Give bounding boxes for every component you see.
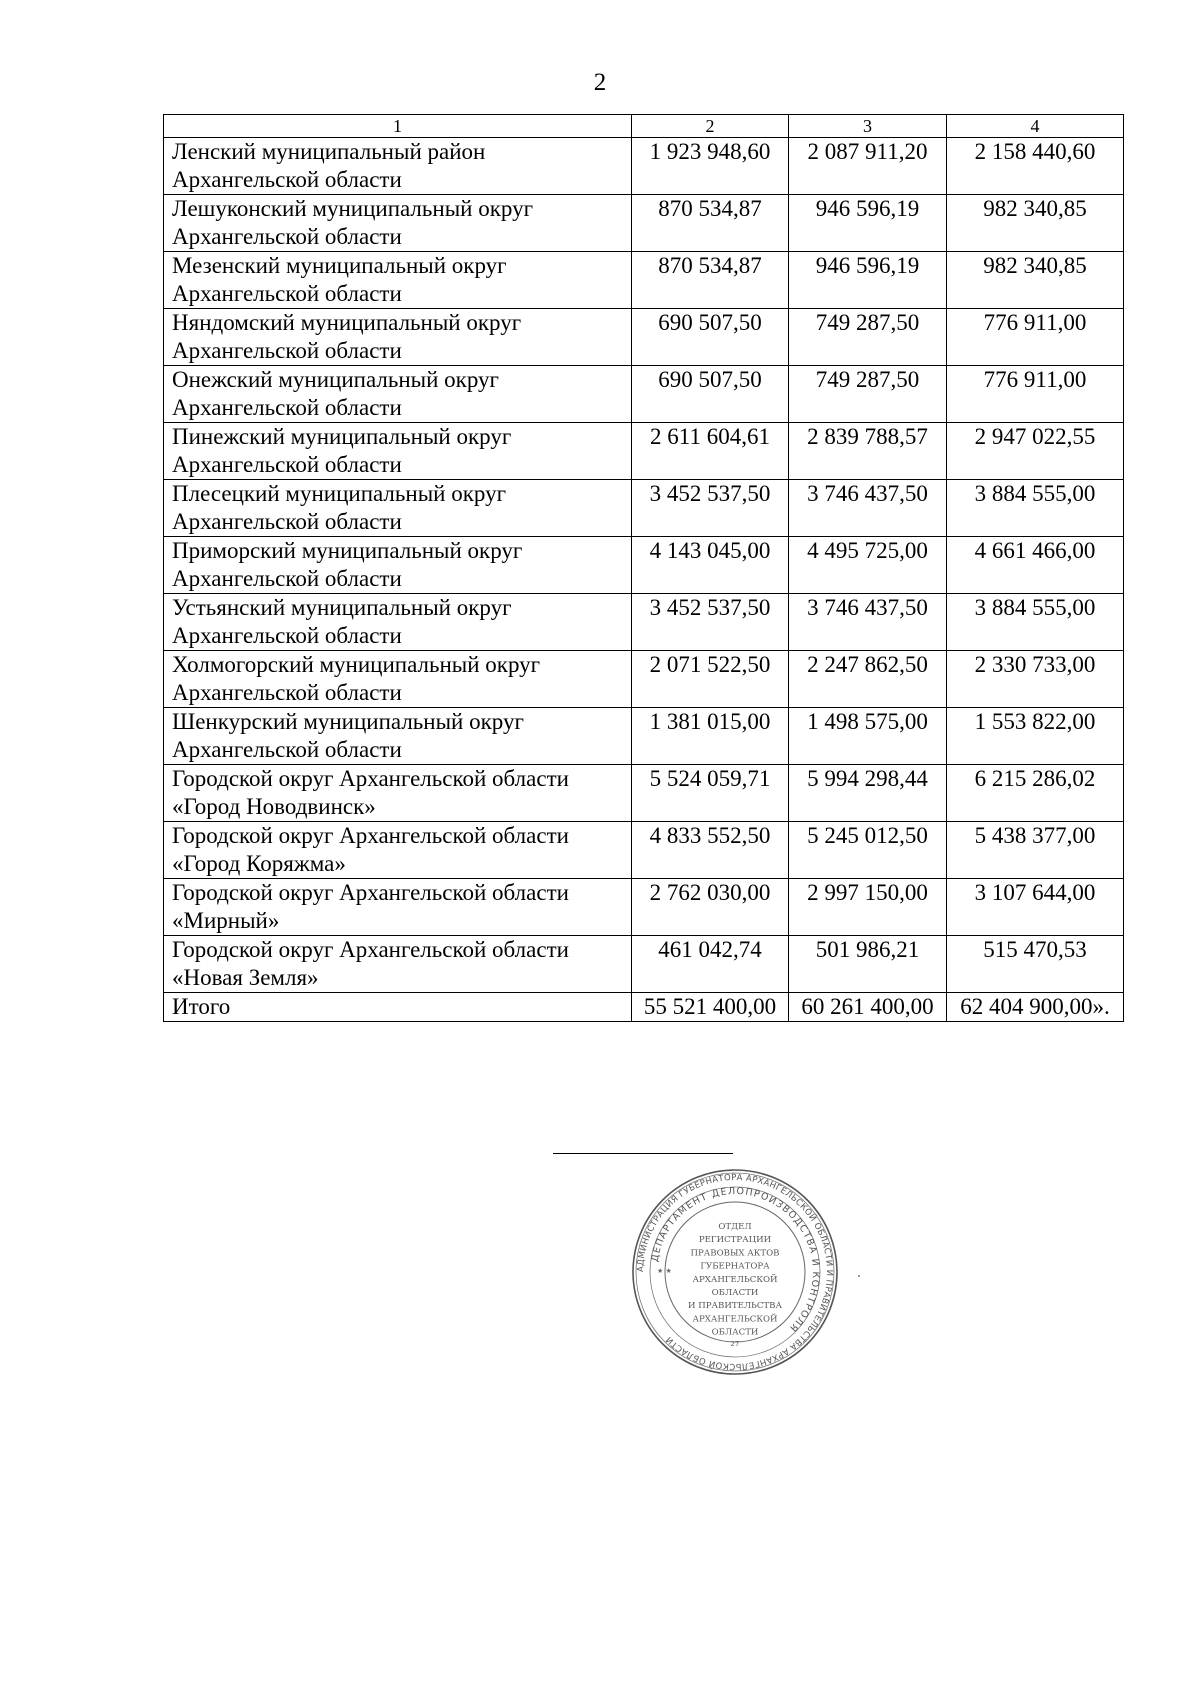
amount-cell-v2: 2 762 030,00	[632, 879, 789, 936]
amount-cell-v2: 4 833 552,50	[632, 822, 789, 879]
total-row	[164, 993, 1124, 1022]
svg-text:ДЕПАРТАМЕНТ ДЕЛОПРОИЗВОДСТВА И: ДЕПАРТАМЕНТ ДЕЛОПРОИЗВОДСТВА И КОНТРОЛЯ	[649, 1185, 822, 1335]
svg-text:★ ★: ★ ★	[657, 1267, 672, 1275]
amount-cell-v4: 2 158 440,60	[947, 138, 1124, 195]
municipality-name-line: Городской округ Архангельской области	[172, 937, 569, 962]
amount-cell-v3: 2 087 911,20	[789, 138, 947, 195]
amount-cell-v4: 982 340,85	[947, 195, 1124, 252]
seal-center-line: РЕГИСТРАЦИИ	[698, 1235, 772, 1246]
amount-cell-v4: 3 884 555,00	[947, 480, 1124, 537]
municipality-name-line: Архангельской области	[172, 509, 402, 534]
municipality-name-line: Архангельской области	[172, 737, 402, 762]
municipality-name-line: Архангельской области	[172, 281, 402, 306]
municipality-name-line: Архангельской области	[172, 680, 402, 705]
total-amount-v4: 62 404 900,00».	[947, 993, 1124, 1022]
seal-center-line: АРХАНГЕЛЬСКОЙ	[692, 1274, 778, 1285]
amount-cell-v2: 3 452 537,50	[632, 594, 789, 651]
municipality-name-line: Архангельской области	[172, 395, 402, 420]
municipality-name-line: Архангельской области	[172, 224, 402, 249]
amount-cell-v4: 776 911,00	[947, 366, 1124, 423]
seal-center-line: ПРАВОВЫХ АКТОВ	[690, 1248, 780, 1259]
amount-cell-v2: 461 042,74	[632, 936, 789, 993]
amount-cell-v3: 2 839 788,57	[789, 423, 947, 480]
municipality-name	[164, 879, 632, 936]
municipality-name-line: Мезенский муниципальный округ	[172, 253, 507, 278]
table-row	[164, 366, 1124, 423]
seal-center-line: АРХАНГЕЛЬСКОЙ	[692, 1314, 778, 1325]
municipality-name	[164, 594, 632, 651]
column-header: 4	[947, 115, 1124, 138]
table-row	[164, 138, 1124, 195]
amount-cell-v4: 3 884 555,00	[947, 594, 1124, 651]
table-row	[164, 195, 1124, 252]
scan-dot	[858, 1275, 860, 1277]
seal-center-line: ОТДЕЛ	[718, 1222, 752, 1232]
table-row	[164, 309, 1124, 366]
seal-center-line: ОБЛАСТИ	[711, 1288, 759, 1298]
municipality-name-line: Архангельской области	[172, 452, 402, 477]
municipality-name-line: Городской округ Архангельской области	[172, 823, 569, 848]
seal-center-line: ОБЛАСТИ	[711, 1327, 759, 1338]
table-row	[164, 765, 1124, 822]
municipality-name-line: Плесецкий муниципальный округ	[172, 481, 507, 506]
municipality-name	[164, 936, 632, 993]
seal-center-line: И ПРАВИТЕЛЬСТВА	[688, 1301, 782, 1312]
amount-cell-v3: 5 994 298,44	[789, 765, 947, 822]
municipality-name	[164, 195, 632, 252]
municipality-name	[164, 138, 632, 195]
municipality-name-line: «Мирный»	[172, 908, 280, 933]
svg-text:27: 27	[730, 1340, 740, 1348]
municipality-name	[164, 423, 632, 480]
municipality-name	[164, 252, 632, 309]
municipality-name	[164, 480, 632, 537]
table-row	[164, 936, 1124, 993]
table-row	[164, 708, 1124, 765]
official-seal-stamp	[630, 1167, 840, 1377]
municipality-name-line: Устьянский муниципальный округ	[172, 595, 512, 620]
amount-cell-v4: 2 947 022,55	[947, 423, 1124, 480]
table-row	[164, 252, 1124, 309]
amount-cell-v2: 3 452 537,50	[632, 480, 789, 537]
amount-cell-v3: 2 997 150,00	[789, 879, 947, 936]
amount-cell-v3: 3 746 437,50	[789, 594, 947, 651]
amount-cell-v2: 870 534,87	[632, 195, 789, 252]
column-header: 1	[164, 115, 632, 138]
seal-center-line: ГУБЕРНАТОРА	[700, 1261, 770, 1272]
total-amount-v2: 55 521 400,00	[632, 993, 789, 1022]
table-row	[164, 651, 1124, 708]
municipality-name-line: «Новая Земля»	[172, 965, 319, 990]
amount-cell-v2: 2 611 604,61	[632, 423, 789, 480]
column-header: 2	[632, 115, 789, 138]
municipality-name-line: Няндомский муниципальный округ	[172, 310, 522, 335]
municipality-name	[164, 765, 632, 822]
municipality-name-line: Городской округ Архангельской области	[172, 880, 569, 905]
municipality-name-line: Онежский муниципальный округ	[172, 367, 499, 392]
municipality-name-line: Приморский муниципальный округ	[172, 538, 523, 563]
municipality-name-line: Архангельской области	[172, 623, 402, 648]
amount-cell-v3: 3 746 437,50	[789, 480, 947, 537]
municipality-name	[164, 309, 632, 366]
municipality-name-line: «Город Коряжма»	[172, 851, 346, 876]
amount-cell-v3: 2 247 862,50	[789, 651, 947, 708]
amount-cell-v3: 946 596,19	[789, 252, 947, 309]
amount-cell-v4: 1 553 822,00	[947, 708, 1124, 765]
municipality-name-line: Архангельской области	[172, 338, 402, 363]
amount-cell-v2: 1 381 015,00	[632, 708, 789, 765]
municipality-name-line: Шенкурский муниципальный округ	[172, 709, 524, 734]
amount-cell-v2: 4 143 045,00	[632, 537, 789, 594]
amount-cell-v3: 4 495 725,00	[789, 537, 947, 594]
amount-cell-v4: 2 330 733,00	[947, 651, 1124, 708]
amount-cell-v4: 776 911,00	[947, 309, 1124, 366]
amount-cell-v3: 749 287,50	[789, 366, 947, 423]
municipality-name-line: Лешуконский муниципальный округ	[172, 196, 534, 221]
municipality-name-line: Холмогорский муниципальный округ	[172, 652, 541, 677]
municipality-name-line: Архангельской области	[172, 566, 402, 591]
amount-cell-v4: 6 215 286,02	[947, 765, 1124, 822]
table-row	[164, 879, 1124, 936]
amount-cell-v3: 501 986,21	[789, 936, 947, 993]
table-row	[164, 822, 1124, 879]
amount-cell-v4: 5 438 377,00	[947, 822, 1124, 879]
amount-cell-v4: 515 470,53	[947, 936, 1124, 993]
municipality-name	[164, 708, 632, 765]
column-header: 3	[789, 115, 947, 138]
municipality-name-line: Ленский муниципальный район	[172, 139, 486, 164]
amount-cell-v3: 749 287,50	[789, 309, 947, 366]
amount-cell-v4: 4 661 466,00	[947, 537, 1124, 594]
amount-cell-v2: 690 507,50	[632, 366, 789, 423]
table-row	[164, 480, 1124, 537]
amount-cell-v4: 3 107 644,00	[947, 879, 1124, 936]
allocation-table	[163, 114, 1124, 1022]
amount-cell-v2: 870 534,87	[632, 252, 789, 309]
total-amount-v3: 60 261 400,00	[789, 993, 947, 1022]
amount-cell-v3: 946 596,19	[789, 195, 947, 252]
table-row	[164, 594, 1124, 651]
svg-text:АДМИНИСТРАЦИЯ ГУБЕРНАТОРА АРХА: АДМИНИСТРАЦИЯ ГУБЕРНАТОРА АРХАНГЕЛЬСКОЙ ОБЛАСТИ И ПРАВИТЕЛЬСТВА АРХАНГЕЛЬСКОЙ ОБЛАСТИ	[635, 1172, 835, 1372]
amount-cell-v2: 2 071 522,50	[632, 651, 789, 708]
municipality-name	[164, 537, 632, 594]
table-row	[164, 537, 1124, 594]
municipality-name	[164, 366, 632, 423]
municipality-name	[164, 822, 632, 879]
municipality-name-line: Пинежский муниципальный округ	[172, 424, 512, 449]
total-label: Итого	[164, 993, 632, 1022]
amount-cell-v3: 5 245 012,50	[789, 822, 947, 879]
municipality-name-line: Городской округ Архангельской области	[172, 766, 569, 791]
amount-cell-v3: 1 498 575,00	[789, 708, 947, 765]
municipality-name-line: Архангельской области	[172, 167, 402, 192]
amount-cell-v2: 1 923 948,60	[632, 138, 789, 195]
column-number-row	[164, 115, 1124, 138]
amount-cell-v2: 5 524 059,71	[632, 765, 789, 822]
municipality-name	[164, 651, 632, 708]
amount-cell-v2: 690 507,50	[632, 309, 789, 366]
amount-cell-v4: 982 340,85	[947, 252, 1124, 309]
table-row	[164, 423, 1124, 480]
closing-line	[553, 1153, 733, 1154]
municipality-name-line: «Город Новодвинск»	[172, 794, 376, 819]
page-number: 2	[593, 69, 607, 96]
